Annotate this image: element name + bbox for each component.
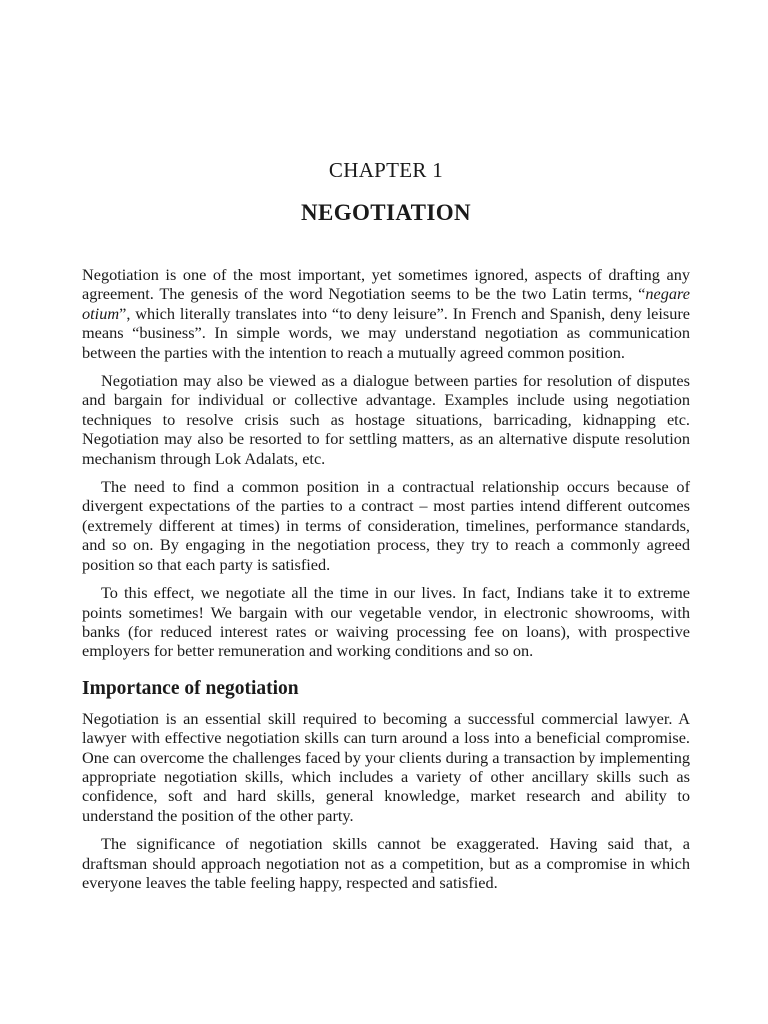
- paragraph-intro-text-b: ”, which literally translates into “to deny leisure”. In French and Spanish, deny leisure means “business”. In simple words, we may understand negotiation as communication between the parties with the intention to reach a mutually agreed common position.: [82, 303, 690, 362]
- paragraph-everyday-negotiation: To this effect, we negotiate all the time in our lives. In fact, Indians take it to extreme points sometimes! We bargain with our vegetable vendor, in electronic showrooms, with banks (for reduced interest rates or waiving processing fee on loans), with prospective employers for better remuneration and working conditions and so on.: [82, 583, 690, 661]
- section-heading: Importance of negotiation: [82, 677, 299, 699]
- chapter-label: CHAPTER 1: [328, 158, 444, 182]
- body-text: [82, 265, 690, 901]
- paragraph-dialogue: Negotiation may also be viewed as a dialogue between parties for resolution of disputes and bargain for individual or collective advantage. Examples include using negotiation techniques to resolve crisis such as hostage situations, barricading, kidnapping etc. Negotiation may also be resorted to for settling matters, as an alternative dispute resolution mechanism through Lok Adalats, etc.: [82, 371, 690, 468]
- paragraph-significance: The significance of negotiation skills cannot be exaggerated. Having said that, a draftsman should approach negotiation not as a competition, but as a compromise in which everyone leaves the table feeling happy, respected and satisfied.: [82, 834, 690, 892]
- paragraph-essential-skill: Negotiation is an essential skill required to becoming a successful commercial lawyer. A lawyer with effective negotiation skills can turn around a loss into a beneficial compromise. One can overcome the challenges faced by your clients during a transaction by implementing appropriate negotiation skills, which includes a variety of other ancillary skills such as confidence, soft and hard skills, general knowledge, market research and ability to understand the position of the other party.: [82, 708, 690, 825]
- paragraph-intro-text-a: Negotiation is one of the most important, yet sometimes ignored, aspects of drafting any agreement. The genesis of the word Negotiation seems to be the two Latin terms, “: [82, 265, 690, 304]
- latin-term: negare otium: [82, 284, 690, 323]
- paragraph-common-position: The need to find a common position in a contractual relationship occurs because of divergent expectations of the parties to a contract – most parties intend different outcomes (extremely different at times) in terms of consideration, timelines, performance standards, and so on. By engaging in the negotiation process, they try to reach a commonly agreed position so that each party is satisfied.: [82, 477, 690, 574]
- paragraph-intro: [82, 265, 690, 362]
- chapter-title: NEGOTIATION: [300, 200, 472, 225]
